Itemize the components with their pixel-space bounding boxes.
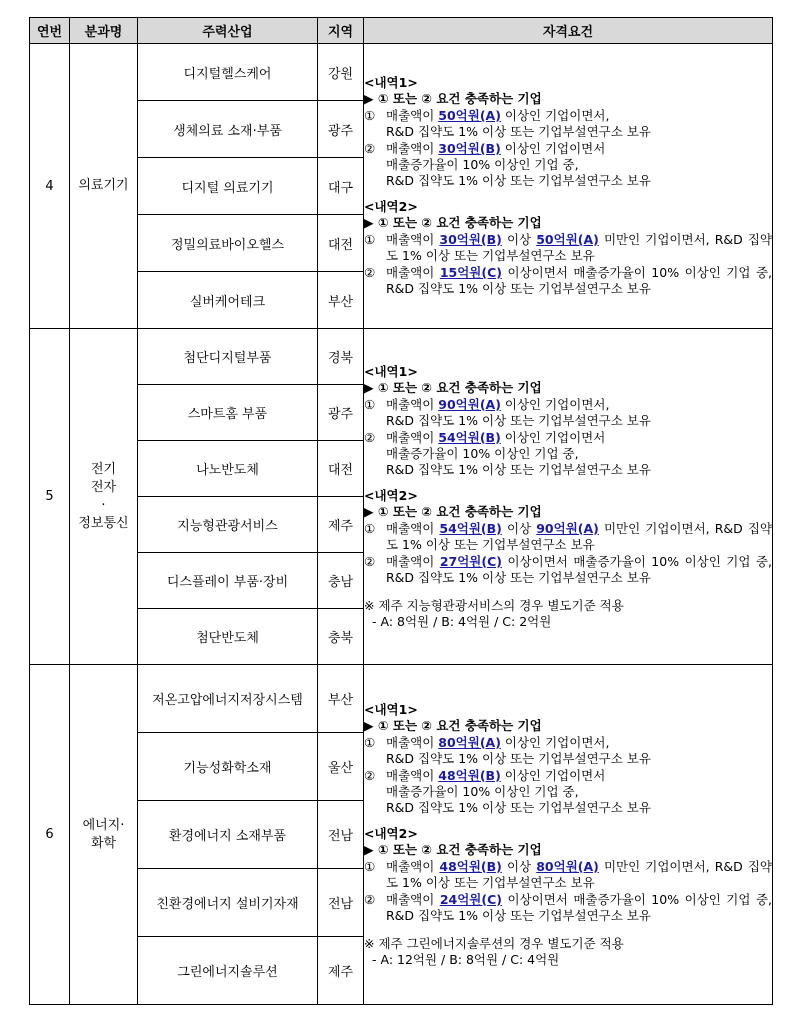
requirement-item <box>364 859 772 891</box>
amount-highlight: 15억원(C) <box>439 265 502 280</box>
category-label: 에너지· <box>82 817 125 833</box>
item-text: 매출증가율이 10% 이상인 기업 중, <box>386 157 579 172</box>
table-row <box>30 44 773 101</box>
requirement-item <box>364 521 772 553</box>
industry-cell: 실버케어테크 <box>138 272 318 329</box>
requirement-item <box>364 430 772 478</box>
category-label: 의료기기 <box>78 178 129 193</box>
item-text: 미만인 기업이면서, R&D 집약도 1% 이상 또는 기업부설연구소 보유 <box>386 232 772 263</box>
amount-highlight: 27억원(C) <box>439 553 502 569</box>
header-requirements: 자격요건 <box>364 18 773 44</box>
item-text: R&D 집약도 1% 이상 또는 기업부설연구소 보유 <box>386 461 651 477</box>
category-label: 화학 <box>90 835 117 851</box>
industry-cell: 환경에너지 소재부품 <box>138 801 318 869</box>
region-cell: 부산 <box>318 665 364 733</box>
requirement-item <box>364 265 772 297</box>
item-text: 이상인 기업이면서 <box>500 767 606 783</box>
item-text: 매출액이 <box>386 858 440 874</box>
region-cell: 강원 <box>318 44 364 101</box>
item-number: ① <box>364 232 376 247</box>
region-cell: 대전 <box>318 215 364 272</box>
condition-line: ▶ ① 또는 ② 요건 충족하는 기업 <box>364 379 542 395</box>
amount-highlight: 30억원(B) <box>438 141 501 156</box>
item-text: 이상 <box>501 520 537 536</box>
industry-cell: 기능성화학소재 <box>138 733 318 801</box>
item-number: ② <box>364 141 376 156</box>
table-row <box>30 329 773 385</box>
industry-cell: 정밀의료바이오헬스 <box>138 215 318 272</box>
condition-line: ▶ ① 또는 ② 요건 충족하는 기업 <box>364 503 542 519</box>
condition-line: ▶ ① 또는 ② 요건 충족하는 기업 <box>364 841 542 857</box>
region-cell: 부산 <box>318 272 364 329</box>
note-text: ※ 제주 지능형관광서비스의 경우 별도기준 적용 <box>364 597 624 613</box>
item-number: ① <box>364 858 376 874</box>
row-number: 5 <box>30 329 70 665</box>
industry-cell: 그린에너지솔루션 <box>138 937 318 1005</box>
item-text: 이상 <box>501 232 537 247</box>
note-detail: - A: 8억원 / B: 4억원 / C: 2억원 <box>372 613 552 629</box>
item-number: ② <box>364 265 376 280</box>
item-text: 이상이면서 매출증가율이 10% 이상인 기업 중, R&D 집약도 1% 이상 또는 기업부설연구소 보유 <box>386 265 773 296</box>
item-text: R&D 집약도 1% 이상 또는 기업부설연구소 보유 <box>386 799 651 815</box>
requirement-item <box>364 108 772 140</box>
region-cell: 광주 <box>318 385 364 441</box>
amount-highlight: 54억원(B) <box>438 429 501 445</box>
item-text: 이상인 기업이면서, <box>500 734 610 750</box>
header-category: 분과명 <box>70 18 138 44</box>
amount-highlight: 48억원(B) <box>439 858 502 874</box>
region-cell: 제주 <box>318 497 364 553</box>
requirement-item <box>364 554 772 586</box>
amount-highlight: 50억원(A) <box>438 108 501 123</box>
industry-cell: 저온고압에너지저장시스템 <box>138 665 318 733</box>
item-text: 매출액이 <box>386 520 440 536</box>
header-region: 지역 <box>318 18 364 44</box>
item-number: ① <box>364 108 376 123</box>
amount-highlight: 80억원(A) <box>536 858 599 874</box>
header-no: 연번 <box>30 18 70 44</box>
requirements-cell <box>364 665 773 1005</box>
industry-cell: 스마트홈 부품 <box>138 385 318 441</box>
item-number: ② <box>364 767 376 783</box>
requirement-item <box>364 768 772 816</box>
region-cell: 대전 <box>318 441 364 497</box>
category-label: 전자 <box>90 479 117 495</box>
item-text: 매출액이 <box>386 429 439 445</box>
item-text: R&D 집약도 1% 이상 또는 기업부설연구소 보유 <box>386 750 651 766</box>
amount-highlight: 50억원(A) <box>536 232 599 247</box>
item-text: 매출액이 <box>386 891 440 907</box>
industry-cell: 생체의료 소재·부품 <box>138 101 318 158</box>
amount-highlight: 80억원(A) <box>438 734 501 750</box>
industry-cell: 디지털 의료기기 <box>138 158 318 215</box>
item-text: R&D 집약도 1% 이상 또는 기업부설연구소 보유 <box>386 412 651 428</box>
industry-cell: 첨단디지털부품 <box>138 329 318 385</box>
region-cell: 충남 <box>318 553 364 609</box>
item-text: 매출액이 <box>386 108 439 123</box>
requirements-cell <box>364 329 773 665</box>
requirement-item <box>364 141 772 189</box>
region-cell: 대구 <box>318 158 364 215</box>
item-text: 이상이면서 매출증가율이 10% 이상인 기업 중, R&D 집약도 1% 이상 또는 기업부설연구소 보유 <box>386 891 773 923</box>
category-label: 정보통신 <box>78 515 129 531</box>
industry-cell: 친환경에너지 설비기자재 <box>138 869 318 937</box>
item-text: R&D 집약도 1% 이상 또는 기업부설연구소 보유 <box>386 173 651 188</box>
item-text: 매출액이 <box>386 232 440 247</box>
item-text: 이상이면서 매출증가율이 10% 이상인 기업 중, R&D 집약도 1% 이상 또는 기업부설연구소 보유 <box>386 553 773 585</box>
region-cell: 제주 <box>318 937 364 1005</box>
section-title: <내역1> <box>364 701 418 717</box>
requirement-item <box>364 735 772 767</box>
qualification-table <box>29 17 773 1005</box>
industry-cell: 디지털헬스케어 <box>138 44 318 101</box>
industry-cell: 첨단반도체 <box>138 609 318 665</box>
region-cell: 광주 <box>318 101 364 158</box>
item-text: 매출액이 <box>386 396 439 412</box>
item-text: 매출증가율이 10% 이상인 기업 중, <box>386 445 579 461</box>
requirements-cell <box>364 44 773 329</box>
item-text: 매출액이 <box>386 265 440 280</box>
row-number: 6 <box>30 665 70 1005</box>
item-text: 이상인 기업이면서 <box>500 429 606 445</box>
amount-highlight: 24억원(C) <box>439 891 502 907</box>
region-cell: 울산 <box>318 733 364 801</box>
item-text: 매출액이 <box>386 141 439 156</box>
section-title: <내역1> <box>364 75 418 90</box>
section-title: <내역2> <box>364 199 418 214</box>
region-cell: 전남 <box>318 869 364 937</box>
note-detail: - A: 12억원 / B: 8억원 / C: 4억원 <box>372 951 560 967</box>
section-title: <내역2> <box>364 487 418 503</box>
item-number: ① <box>364 396 376 412</box>
table-row <box>30 665 773 733</box>
condition-line: ▶ ① 또는 ② 요건 충족하는 기업 <box>364 717 542 733</box>
item-number: ① <box>364 734 376 750</box>
item-text: 매출액이 <box>386 553 440 569</box>
item-text: 이상인 기업이면서 <box>500 141 606 156</box>
requirement-item <box>364 892 772 924</box>
header-industry: 주력산업 <box>138 18 318 44</box>
item-text: R&D 집약도 1% 이상 또는 기업부설연구소 보유 <box>386 124 651 139</box>
item-number: ② <box>364 429 376 445</box>
industry-cell: 나노반도체 <box>138 441 318 497</box>
amount-highlight: 54억원(B) <box>439 520 502 536</box>
item-text: 이상 <box>501 858 537 874</box>
region-cell: 전남 <box>318 801 364 869</box>
item-text: 매출액이 <box>386 734 439 750</box>
row-number: 4 <box>30 44 70 329</box>
item-text: 매출액이 <box>386 767 439 783</box>
section-title: <내역1> <box>364 363 418 379</box>
item-text: 이상인 기업이면서, <box>500 108 610 123</box>
category-label: 전기 <box>90 461 117 477</box>
amount-highlight: 90억원(A) <box>438 396 501 412</box>
requirement-item <box>364 232 772 264</box>
item-number: ② <box>364 891 376 907</box>
region-cell: 충북 <box>318 609 364 665</box>
note-text: ※ 제주 그린에너지솔루션의 경우 별도기준 적용 <box>364 935 624 951</box>
region-cell: 경북 <box>318 329 364 385</box>
item-text: 미만인 기업이면서, R&D 집약도 1% 이상 또는 기업부설연구소 보유 <box>386 520 772 552</box>
condition-line: ▶ ① 또는 ② 요건 충족하는 기업 <box>364 215 542 230</box>
industry-cell: 지능형관광서비스 <box>138 497 318 553</box>
item-text: 미만인 기업이면서, R&D 집약도 1% 이상 또는 기업부설연구소 보유 <box>386 858 772 890</box>
amount-highlight: 90억원(A) <box>536 520 599 536</box>
industry-cell: 디스플레이 부품·장비 <box>138 553 318 609</box>
category-cell <box>70 665 138 1005</box>
item-text: 이상인 기업이면서, <box>500 396 610 412</box>
amount-highlight: 30억원(B) <box>439 232 502 247</box>
table-header-row <box>30 18 773 44</box>
requirement-item <box>364 397 772 429</box>
item-text: 매출증가율이 10% 이상인 기업 중, <box>386 783 579 799</box>
category-cell <box>70 44 138 329</box>
item-number: ① <box>364 520 376 536</box>
amount-highlight: 48억원(B) <box>438 767 501 783</box>
section-title: <내역2> <box>364 825 418 841</box>
item-number: ② <box>364 553 376 569</box>
category-cell <box>70 329 138 665</box>
category-label: · <box>101 497 106 513</box>
condition-line: ▶ ① 또는 ② 요건 충족하는 기업 <box>364 91 542 106</box>
